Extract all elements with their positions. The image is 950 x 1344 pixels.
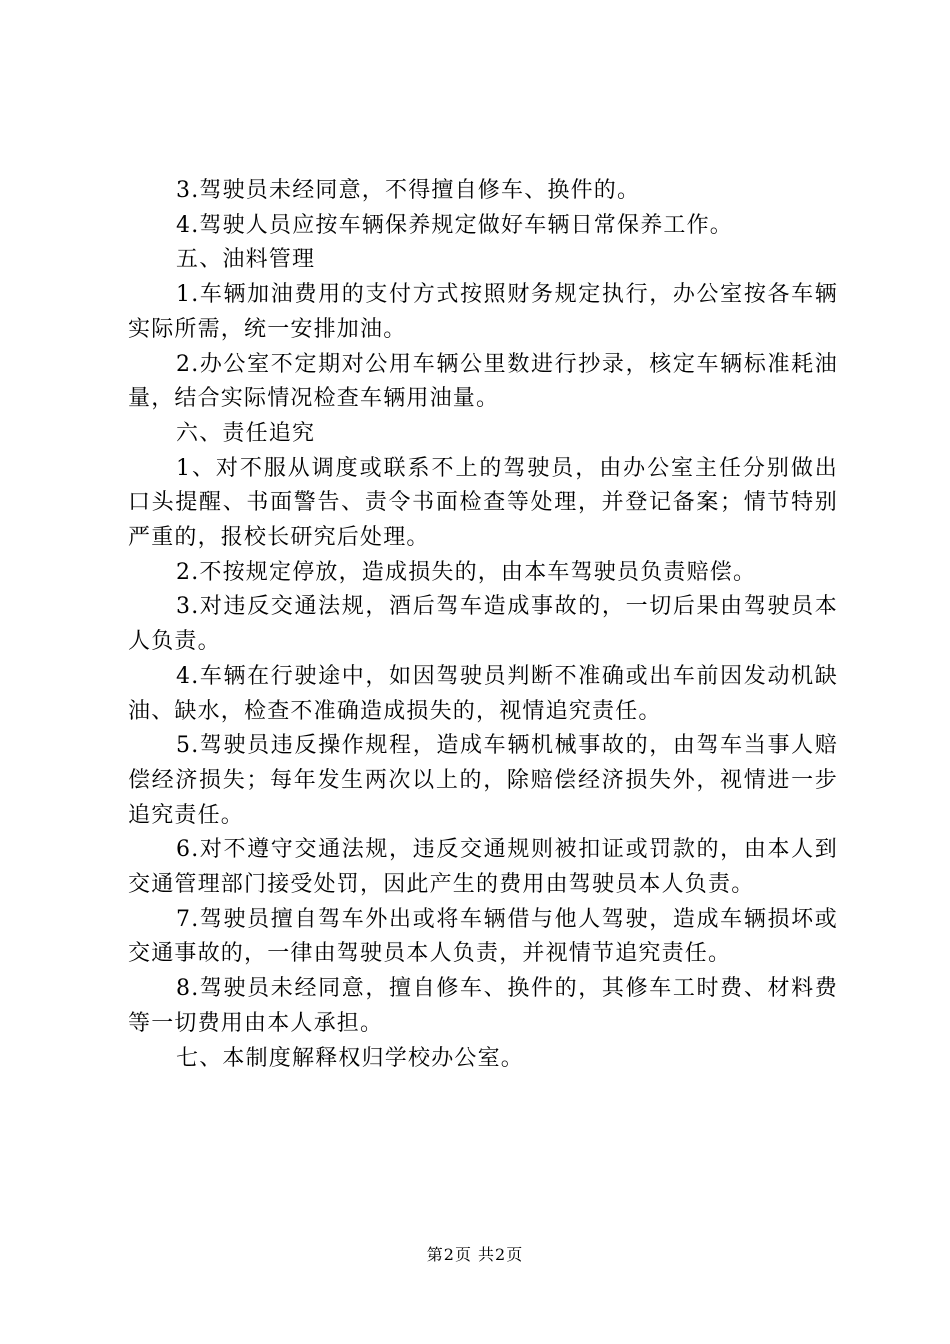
document-body: [128, 174, 838, 1076]
paragraph: 3.对违反交通法规，酒后驾车造成事故的，一切后果由驾驶员本人负责。: [128, 594, 838, 655]
paragraph: 5.驾驶员违反操作规程，造成车辆机械事故的，由驾车当事人赔偿经济损失；每年发生两次以上的，除赔偿经济损失外，视情进一步追究责任。: [128, 733, 838, 828]
page-number-footer: 第2页 共2页: [426, 1245, 524, 1264]
paragraph: 2.办公室不定期对公用车辆公里数进行抄录，核定车辆标准耗油量，结合实际情况检查车辆用油量。: [128, 351, 838, 412]
paragraph: 6.对不遵守交通法规，违反交通规则被扣证或罚款的，由本人到交通管理部门接受处罚，因此产生的费用由驾驶员本人负责。: [128, 837, 838, 898]
paragraph: 3.驾驶员未经同意，不得擅自修车、换件的。: [176, 178, 641, 203]
paragraph: 2.不按规定停放，造成损失的，由本车驾驶员负责赔偿。: [176, 559, 757, 585]
paragraph: 7.驾驶员擅自驾车外出或将车辆借与他人驾驶，造成车辆损坏或交通事故的，一律由驾驶员本人负责，并视情节追究责任。: [128, 906, 838, 967]
paragraph: 8.驾驶员未经同意，擅自修车、换件的，其修车工时费、材料费等一切费用由本人承担。: [128, 976, 838, 1036]
paragraph: 1.车辆加油费用的支付方式按照财务规定执行，办公室按各车辆实际所需，统一安排加油。: [128, 282, 838, 342]
paragraph: 1、对不服从调度或联系不上的驾驶员，由办公室主任分别做出口头提醒、书面警告、责令书面检查等处理，并登记备案；情节特别严重的，报校长研究后处理。: [128, 455, 838, 551]
paragraph: 4.车辆在行驶途中，如因驾驶员判断不准确或出车前因发动机缺油、缺水，检查不准确造成损失的，视情追究责任。: [128, 663, 838, 724]
section-heading: 七、本制度解释权归学校办公室。: [176, 1045, 525, 1071]
paragraph: 4.驾驶人员应按车辆保养规定做好车辆日常保养工作。: [176, 212, 733, 238]
section-heading: 六、责任追究: [176, 420, 316, 446]
section-heading: 五、油料管理: [176, 247, 316, 273]
